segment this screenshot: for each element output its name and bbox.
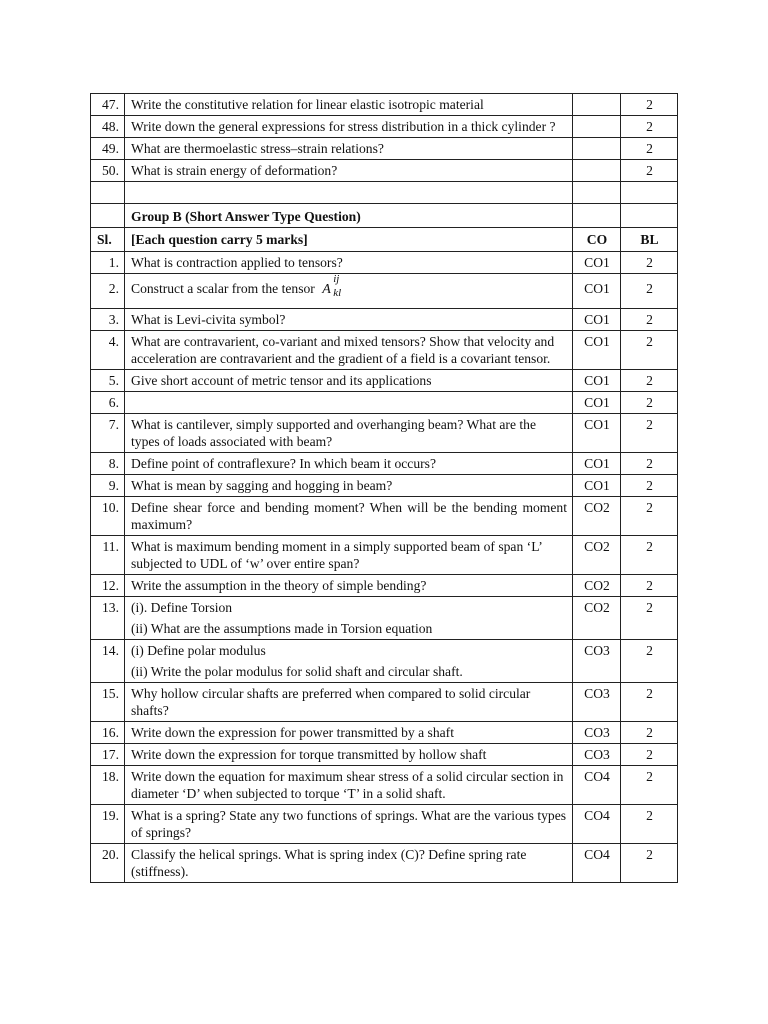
group-title: Group B (Short Answer Type Question) (125, 204, 573, 228)
bl-cell: 2 (621, 392, 678, 414)
row-number: 14. (91, 640, 125, 683)
question-part-1: (i) Define polar modulus (131, 643, 266, 658)
question-text: Write down the expression for torque transmitted by hollow shaft (125, 744, 573, 766)
bl-cell: 2 (621, 575, 678, 597)
question-text: What are contravarient, co-variant and mixed tensors? Show that velocity and acceleration are contravarient and the gradient of a field is a covariant tensor. (125, 331, 573, 370)
empty-cell (125, 182, 573, 204)
bl-cell: 2 (621, 116, 678, 138)
bl-cell: 2 (621, 597, 678, 640)
group-title-row (91, 204, 678, 228)
header-co: CO (573, 228, 621, 252)
question-part-2: (ii) Write the polar modulus for solid shaft and circular shaft. (131, 664, 463, 679)
question-text: Write the constitutive relation for linear elastic isotropic material (125, 94, 573, 116)
row-number: 16. (91, 722, 125, 744)
co-cell: CO1 (573, 414, 621, 453)
table-row (91, 252, 678, 274)
question-text: What is strain energy of deformation? (125, 160, 573, 182)
bl-cell: 2 (621, 536, 678, 575)
row-number: 20. (91, 844, 125, 883)
co-cell: CO2 (573, 597, 621, 640)
question-text: Write down the general expressions for stress distribution in a thick cylinder ? (125, 116, 573, 138)
tensor-superscript: ij (333, 273, 340, 285)
co-cell: CO1 (573, 453, 621, 475)
co-cell: CO3 (573, 683, 621, 722)
header-question: [Each question carry 5 marks] (125, 228, 573, 252)
co-cell: CO1 (573, 252, 621, 274)
empty-cell (573, 182, 621, 204)
table-row (91, 94, 678, 116)
row-number: 2. (91, 274, 125, 309)
co-cell (573, 138, 621, 160)
co-cell: CO1 (573, 370, 621, 392)
table-row (91, 392, 678, 414)
empty-cell (621, 204, 678, 228)
header-bl: BL (621, 228, 678, 252)
table-row (91, 475, 678, 497)
row-number: 10. (91, 497, 125, 536)
table-row (91, 744, 678, 766)
row-number: 15. (91, 683, 125, 722)
bl-cell: 2 (621, 414, 678, 453)
question-cell (125, 640, 573, 683)
table-row (91, 274, 678, 309)
bl-cell: 2 (621, 744, 678, 766)
row-number: 49. (91, 138, 125, 160)
co-cell: CO1 (573, 309, 621, 331)
question-part-2: (ii) What are the assumptions made in Torsion equation (131, 621, 433, 636)
co-cell: CO1 (573, 274, 621, 309)
row-number: 13. (91, 597, 125, 640)
bl-cell: 2 (621, 274, 678, 309)
table-row (91, 722, 678, 744)
table-row (91, 536, 678, 575)
table-row (91, 370, 678, 392)
table-row (91, 453, 678, 475)
bl-cell: 2 (621, 370, 678, 392)
question-text: Write down the equation for maximum shear stress of a solid circular section in diameter ‘D’ when subjected to torque ‘T’ in a solid shaft. (125, 766, 573, 805)
co-cell (573, 94, 621, 116)
row-number: 50. (91, 160, 125, 182)
bl-cell: 2 (621, 640, 678, 683)
question-table (90, 93, 678, 883)
row-number: 3. (91, 309, 125, 331)
co-cell: CO1 (573, 331, 621, 370)
table-row (91, 805, 678, 844)
co-cell (573, 116, 621, 138)
row-number: 5. (91, 370, 125, 392)
question-text: Construct a scalar from the tensor (131, 281, 315, 296)
question-text: Define shear force and bending moment? When will be the bending moment maximum? (125, 497, 573, 536)
row-number: 8. (91, 453, 125, 475)
row-number: 17. (91, 744, 125, 766)
tensor-base: A (322, 282, 331, 297)
co-cell: CO3 (573, 722, 621, 744)
question-part-1: (i). Define Torsion (131, 600, 233, 615)
question-text: What is Levi-civita symbol? (125, 309, 573, 331)
bl-cell: 2 (621, 331, 678, 370)
table-row (91, 116, 678, 138)
bl-cell: 2 (621, 497, 678, 536)
blank-row (91, 182, 678, 204)
question-text: Give short account of metric tensor and its applications (125, 370, 573, 392)
co-cell: CO3 (573, 640, 621, 683)
table-row (91, 766, 678, 805)
bl-cell: 2 (621, 722, 678, 744)
question-text: What is a spring? State any two functions of springs. What are the various types of springs? (125, 805, 573, 844)
row-number: 18. (91, 766, 125, 805)
bl-cell: 2 (621, 475, 678, 497)
table-row (91, 683, 678, 722)
table-row (91, 331, 678, 370)
question-text: What are thermoelastic stress–strain relations? (125, 138, 573, 160)
question-text: What is maximum bending moment in a simply supported beam of span ‘L’ subjected to UDL of ‘w’ over entire span? (125, 536, 573, 575)
co-cell: CO4 (573, 766, 621, 805)
bl-cell: 2 (621, 94, 678, 116)
bl-cell: 2 (621, 453, 678, 475)
row-number: 19. (91, 805, 125, 844)
tensor-symbol (322, 273, 342, 299)
question-text: What is cantilever, simply supported and overhanging beam? What are the types of loads associated with beam? (125, 414, 573, 453)
co-cell: CO1 (573, 475, 621, 497)
question-text: What is contraction applied to tensors? (125, 252, 573, 274)
table-row (91, 597, 678, 640)
co-cell: CO4 (573, 844, 621, 883)
question-text: Write the assumption in the theory of simple bending? (125, 575, 573, 597)
table-row (91, 414, 678, 453)
table-row (91, 138, 678, 160)
bl-cell: 2 (621, 683, 678, 722)
question-text (125, 392, 573, 414)
bl-cell: 2 (621, 766, 678, 805)
question-text: What is mean by sagging and hogging in beam? (125, 475, 573, 497)
bl-cell: 2 (621, 844, 678, 883)
table-row (91, 575, 678, 597)
co-cell: CO2 (573, 497, 621, 536)
row-number: 1. (91, 252, 125, 274)
row-number: 9. (91, 475, 125, 497)
co-cell: CO1 (573, 392, 621, 414)
question-cell (125, 274, 573, 309)
question-text: Define point of contraflexure? In which beam it occurs? (125, 453, 573, 475)
row-number: 7. (91, 414, 125, 453)
table-row (91, 309, 678, 331)
question-text: Why hollow circular shafts are preferred when compared to solid circular shafts? (125, 683, 573, 722)
header-row (91, 228, 678, 252)
table-row (91, 497, 678, 536)
empty-cell (621, 182, 678, 204)
tensor-subscript: kl (333, 287, 342, 299)
co-cell: CO4 (573, 805, 621, 844)
question-text: Write down the expression for power transmitted by a shaft (125, 722, 573, 744)
question-cell (125, 597, 573, 640)
bl-cell: 2 (621, 309, 678, 331)
bl-cell: 2 (621, 138, 678, 160)
row-number: 4. (91, 331, 125, 370)
co-cell: CO3 (573, 744, 621, 766)
row-number: 6. (91, 392, 125, 414)
question-text: Classify the helical springs. What is spring index (C)? Define spring rate (stiffness). (125, 844, 573, 883)
table-row (91, 844, 678, 883)
header-sl: Sl. (91, 228, 125, 252)
row-number: 48. (91, 116, 125, 138)
co-cell: CO2 (573, 575, 621, 597)
bl-cell: 2 (621, 160, 678, 182)
table-row (91, 640, 678, 683)
row-number: 11. (91, 536, 125, 575)
table-row (91, 160, 678, 182)
row-number: 47. (91, 94, 125, 116)
empty-cell (573, 204, 621, 228)
bl-cell: 2 (621, 252, 678, 274)
row-number: 12. (91, 575, 125, 597)
co-cell (573, 160, 621, 182)
empty-cell (91, 182, 125, 204)
co-cell: CO2 (573, 536, 621, 575)
bl-cell: 2 (621, 805, 678, 844)
empty-cell (91, 204, 125, 228)
